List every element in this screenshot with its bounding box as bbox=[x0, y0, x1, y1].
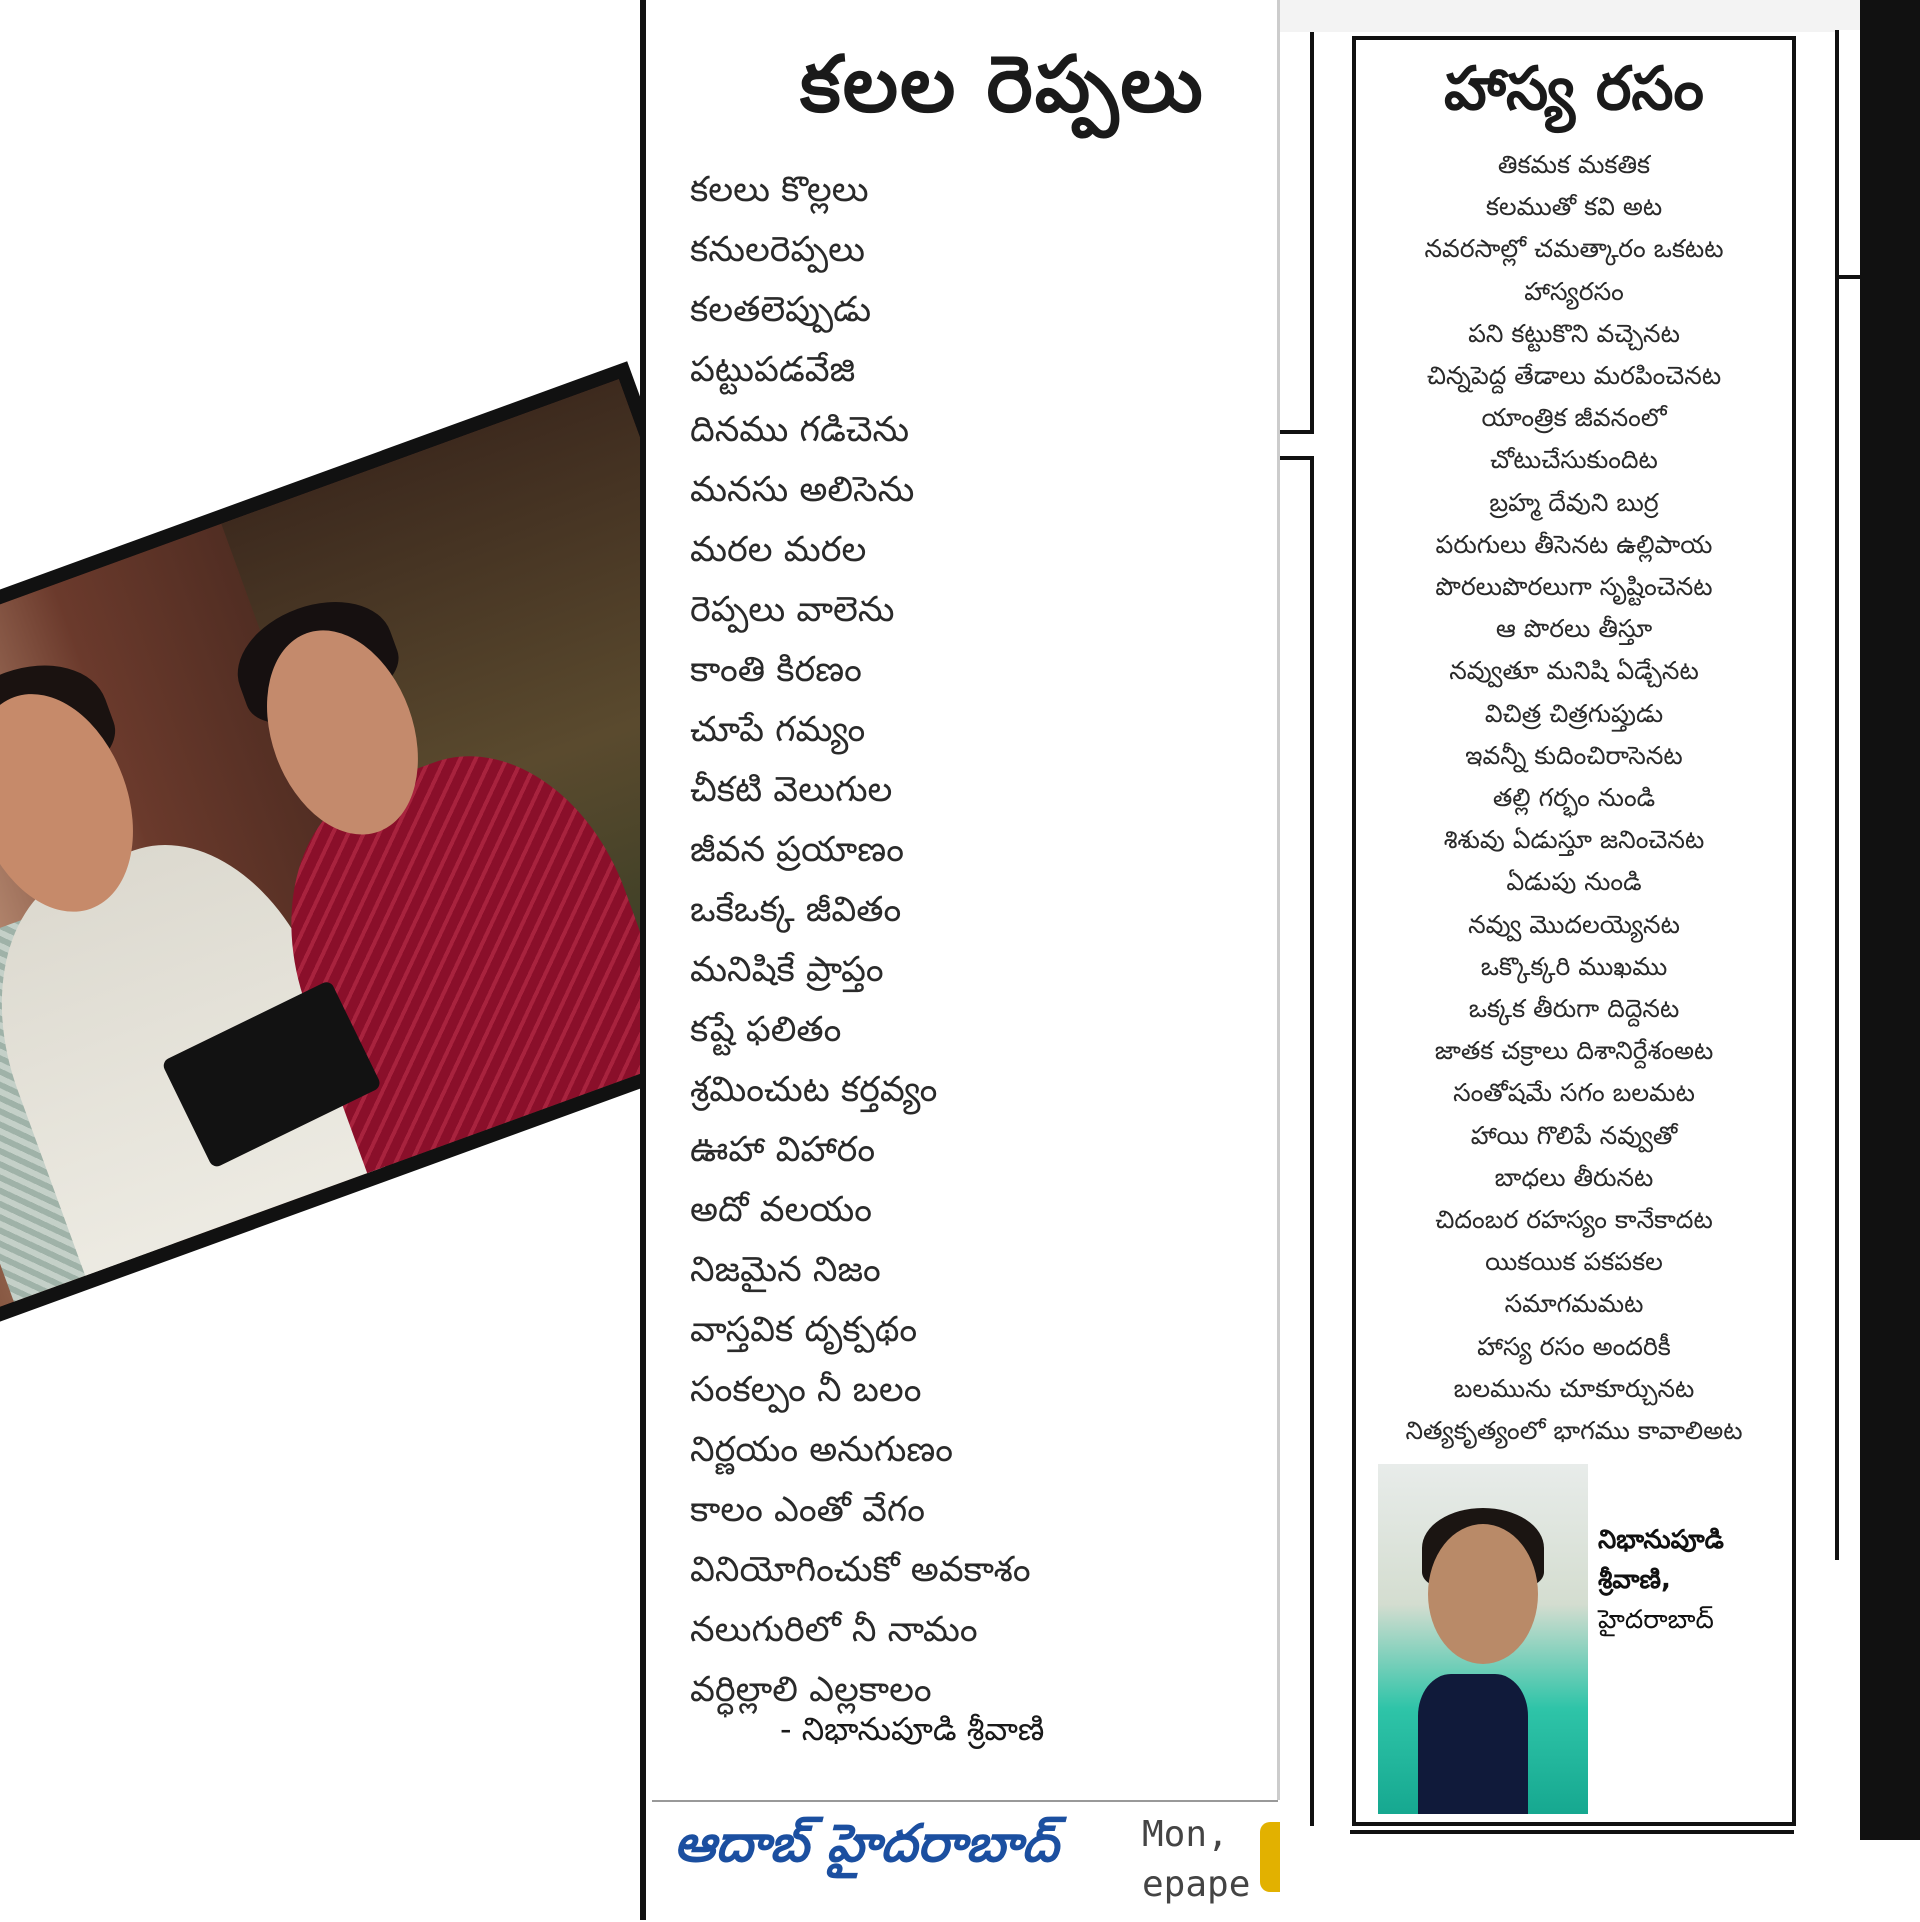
clipping-poem-2 bbox=[1280, 0, 1920, 1920]
column-rule bbox=[1310, 456, 1314, 1826]
poem-line: జాతక చక్రాలు దిశానిర్దేశంఅట bbox=[1434, 1036, 1714, 1066]
poem-line: నిర్ణయం అనుగుణం bbox=[690, 1430, 954, 1470]
poem-line: కలతలెప్పుడు bbox=[690, 290, 872, 330]
poem-line: నలుగురిలో నీ నామం bbox=[690, 1610, 978, 1650]
poem-line: ఒకేఒక్క జీవితం bbox=[690, 890, 902, 930]
newspaper-logo: ఆదాబ్ హైదరాబాద్ bbox=[674, 1814, 1059, 1874]
poem-line: శ్రమించుట కర్తవ్యం bbox=[690, 1070, 938, 1110]
poem-line: నవ్వు మొదలయ్యెనట bbox=[1468, 909, 1680, 939]
poem-line: చిన్నపెద్ద తేడాలు మరపించెనట bbox=[1426, 361, 1722, 391]
poem-2-title: హాస్య రసం bbox=[1444, 54, 1704, 124]
poem-line: కాంతి కిరణం bbox=[690, 650, 862, 690]
poem-1-author: - నిభానుపూడి శ్రీవాణి bbox=[780, 1710, 1045, 1748]
poem-line: ఒక్కొక్కరి ముఖము bbox=[1480, 951, 1668, 981]
poem-1-lines bbox=[690, 160, 1031, 1720]
poem-1-title: కలల రెప్పలు bbox=[800, 40, 1205, 130]
poem-line: చూపే గమ్యం bbox=[690, 710, 866, 750]
poem-line: బలమును చూకూర్చునట bbox=[1453, 1373, 1695, 1403]
poem-2-box bbox=[1352, 36, 1796, 1826]
poem-line: కాలం ఎంతో వేగం bbox=[690, 1490, 925, 1530]
poem-line: విచిత్ర చిత్రగుప్తుడు bbox=[1484, 698, 1664, 728]
poem-line: సంతోషమే సగం బలమట bbox=[1453, 1078, 1695, 1108]
poem-line: వినియోగించుకో అవకాశం bbox=[690, 1550, 1031, 1590]
poem-line: కలలు కొల్లలు bbox=[690, 170, 869, 210]
poem-line: రెప్పలు వాలెను bbox=[690, 590, 895, 630]
poem-line: కనులరెప్పలు bbox=[690, 230, 866, 270]
author-byline: నిభానుపూడి శ్రీవాణి, హైదరాబాద్ bbox=[1598, 1525, 1724, 1635]
poem-line: బ్రహ్మ దేవుని బుర్ర bbox=[1489, 487, 1659, 517]
author-photo bbox=[1378, 1464, 1588, 1814]
poem-line: హాయి గొలిపే నవ్వుతో bbox=[1470, 1120, 1678, 1150]
poem-line: బాధలు తీరునట bbox=[1494, 1162, 1654, 1192]
poem-line: మనిషికే ప్రాప్తం bbox=[690, 950, 884, 990]
poem-line: వాస్తవిక దృక్పథం bbox=[690, 1310, 918, 1350]
poem-line: వర్ధిల్లాలి ఎల్లకాలం bbox=[690, 1670, 932, 1710]
poem-line: పట్టుపడవేజి bbox=[690, 350, 856, 390]
poem-line: నిజమైన నిజం bbox=[690, 1250, 881, 1290]
poem-line: ఆ పొరలు తీస్తూ bbox=[1495, 614, 1653, 644]
poem-line: పరుగులు తీసెనట ఉల్లిపాయ bbox=[1435, 529, 1713, 559]
poem-line: మరల మరల bbox=[690, 530, 867, 570]
edition-date: Mon, epape bbox=[1142, 1814, 1251, 1905]
poem-line: యాంత్రిక జీవనంలో bbox=[1481, 403, 1667, 433]
poem-line: కలముతో కవి అట bbox=[1485, 192, 1663, 222]
poem-line: తికమక మకతిక bbox=[1497, 150, 1651, 179]
poem-line: సమాగమమట bbox=[1504, 1289, 1644, 1319]
poem-line: హాస్య రసం అందరికీ bbox=[1477, 1331, 1671, 1361]
poem-line: ఒక్కక తీరుగా దిద్దెనట bbox=[1468, 994, 1680, 1024]
poem-line: పని కట్టుకొని వచ్చెనట bbox=[1468, 318, 1680, 348]
poem-line: సంకల్పం నీ బలం bbox=[690, 1370, 922, 1410]
poem-line: చీకటి వెలుగుల bbox=[690, 770, 893, 810]
poem-line: నవరసాల్లో చమత్కారం ఒకటట bbox=[1424, 234, 1724, 264]
poem-line: చోటుచేసుకుందిట bbox=[1490, 445, 1658, 475]
poem-line: మనసు అలిసెను bbox=[690, 470, 915, 510]
poem-2-lines bbox=[1356, 144, 1792, 1452]
poem-line: నవ్వుతూ మనిషి ఏడ్చేనట bbox=[1449, 656, 1699, 686]
poem-line: శిశువు ఏడుస్తూ జనించెనట bbox=[1443, 825, 1705, 855]
column-rule bbox=[1310, 32, 1314, 432]
newspaper-masthead bbox=[652, 1800, 1278, 1922]
poem-line: కష్టే ఫలితం bbox=[690, 1010, 842, 1050]
poem-line: తల్లి గర్భం నుండి bbox=[1492, 783, 1656, 813]
poem-line: ఊహా విహారం bbox=[690, 1130, 876, 1170]
poem-line: దినము గడిచెను bbox=[690, 410, 910, 450]
poem-line: నిత్యకృత్యంలో భాగము కావాలిఅట bbox=[1405, 1416, 1743, 1446]
emblem-icon bbox=[1260, 1822, 1280, 1892]
poem-line: యికయిక పకపకల bbox=[1485, 1247, 1663, 1277]
poem-line: అదో వలయం bbox=[690, 1190, 873, 1230]
poem-line: జీవన ప్రయాణం bbox=[690, 830, 904, 870]
poem-line: ఇవన్నీ కుదించిరాసెనట bbox=[1465, 740, 1683, 770]
poem-line: చిదంబర రహస్యం కానేకాదట bbox=[1435, 1205, 1713, 1235]
poem-line: ఏడుపు నుండి bbox=[1506, 867, 1642, 897]
clipping-poem-1 bbox=[640, 0, 1280, 1920]
poem-line: హాస్యరసం bbox=[1524, 276, 1624, 306]
column-rule bbox=[640, 0, 646, 1920]
poem-line: పొరలుపొరలుగా సృష్టించెనట bbox=[1435, 572, 1713, 602]
